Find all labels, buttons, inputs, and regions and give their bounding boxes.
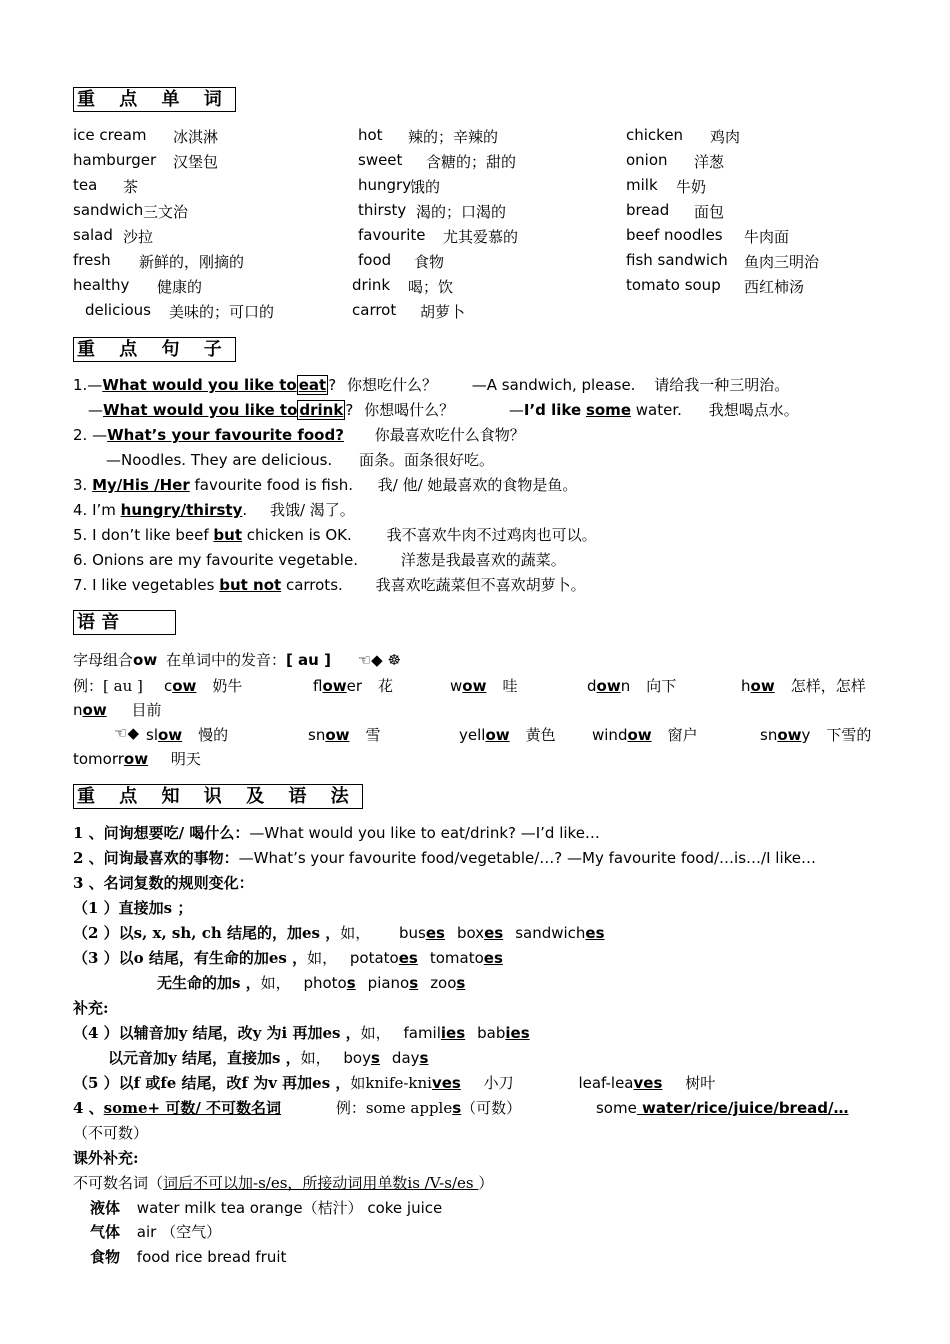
plural-ending: s [456,974,466,992]
grammar-some-uncountable: （不可数） [73,1124,149,1142]
plural-ending: es [484,924,504,942]
vocab-meaning: 牛肉面 [744,228,790,246]
plural-stem: potato [349,949,399,967]
sentence-2b: —Noodles. They are delicious. 面条。面条很好吃。 [106,451,494,469]
vocab-meaning: 尤其爱慕的 [443,228,519,246]
vocab-word: onion [626,151,668,169]
word-meaning: 怎样，怎样 [790,677,866,695]
plural-ending: s [346,974,356,992]
vocab-word: bread [626,201,670,219]
phonetic-example [459,724,556,745]
plural-ending: ies [505,1024,530,1042]
phonetic-example-label: 例：[ au ] [73,677,143,695]
vocab-meaning: 三文治 [143,203,189,221]
word-ow: ow [325,726,350,744]
plural-example [343,1049,380,1067]
grammar-some: 4 、some+ 可数/ 不可数名词 例：some apples（可数） some water/rice/juice/bread/… [73,1099,849,1117]
vocab-word: hot [358,126,383,144]
word-part: c [164,677,173,695]
word-meaning: 花 [378,677,394,695]
word-ow: ow [485,726,510,744]
plural-ending: es [483,949,503,967]
vocab-meaning: 胡萝卜 [420,303,466,321]
vocab-item [73,151,219,171]
plural-example [403,1024,465,1042]
grammar-3-3-inanimate: 无生命的加s ，如， photos pianos zoos [157,974,466,992]
word-ow: ow [462,677,487,695]
word-part: sn [760,726,778,744]
grammar-3-3: （3 ）以o 结尾，有生命的加es ，如， potatoes tomatoes [73,949,503,967]
vocab-item [352,301,466,321]
vocab-item [626,251,820,271]
grammar-3: 3 、名词复数的规则变化： [73,874,254,892]
phonetic-example [308,724,381,745]
vocab-word: fish sandwich [626,251,728,269]
vocab-item [358,251,445,271]
plural-ending: s [419,1049,429,1067]
word-part: sn [308,726,326,744]
vocab-word: ice cream [73,126,147,144]
vocab-meaning: 西红柿汤 [744,278,805,296]
vocab-meaning: 新鲜的，刚摘的 [139,253,245,271]
vocab-meaning: 牛奶 [676,178,707,196]
vocab-item [73,176,139,196]
grammar-1: 1 、问询想要吃/ 喝什么：—What would you like to eat/drink? —I’d like… [73,824,600,842]
vocab-word: sandwich [73,201,144,219]
grammar-3-2: （2 ）以s, x, sh, ch 结尾的，加es ，如， buses boxes sandwiches [73,924,605,942]
vocab-item [626,226,790,246]
sentence-3: 3. My/His /Her favourite food is fish. 我/ 他/ 她最喜欢的食物是鱼。 [73,476,578,494]
section-heading-sentences: 重 点 句 子 [73,337,236,362]
word-ow: ow [596,677,621,695]
word-part: n [620,677,631,695]
vocab-item [352,276,454,296]
vocab-item [73,251,245,271]
plural-ending: es [398,949,418,967]
vocab-item [358,176,441,196]
plural-stem: sandwich [515,924,586,942]
plural-ending: s [409,974,419,992]
vocab-meaning: 汉堡包 [173,153,219,171]
sentence-6: 6. Onions are my favourite vegetable. 洋葱是我最喜欢的蔬菜。 [73,551,566,569]
vocab-meaning: 喝；饮 [408,278,454,296]
sentence-1b: —What would you like to drink ? 你想喝什么？ —I’d like some water. 我想喝点水。 [88,401,799,419]
grammar-5: （5 ）以f 或fe 结尾，改f 为v 再加es ，如knife-knives 小刀 leaf-leaves 树叶 [73,1074,716,1092]
vocab-meaning: 鱼肉三明治 [744,253,820,271]
uncountable-gas: 气体 air （空气） [90,1223,222,1241]
grammar-3-1: （1 ）直接加s ； [73,899,193,917]
word-meaning: 雪 [365,726,381,744]
vocab-item [358,201,507,221]
phonetic-example [146,724,228,745]
vocab-item [73,201,189,221]
vocab-word: milk [626,176,658,194]
word-part: wind [592,726,628,744]
vocab-meaning: 饿的 [410,178,441,196]
word-meaning: 窗户 [667,726,698,744]
word-ow: ow [750,677,775,695]
vocab-meaning: 沙拉 [123,228,154,246]
word-part: h [741,677,751,695]
plural-stem: box [456,924,485,942]
plural-example [350,949,418,967]
vocab-word: beef noodles [626,226,723,244]
vocab-word: delicious [85,301,151,319]
vocab-meaning: 面包 [694,203,725,221]
plural-stem: bab [477,1024,506,1042]
vocab-meaning: 冰淇淋 [173,128,219,146]
plural-example [399,924,445,942]
phonetic-example [741,675,866,696]
word-ow: ow [157,726,183,744]
vocab-word: salad [73,226,113,244]
plural-stem: famil [403,1024,441,1042]
plural-example [515,924,604,942]
sentence-5: 5. I don’t like beef but chicken is OK. 我不喜欢牛肉不过鸡肉也可以。 [73,526,597,544]
word-part: er [346,677,363,695]
grammar-2: 2 、问询最喜欢的事物：—What’s your favourite food/vegetable/…? —My favourite food/…is…/I like… [73,849,817,867]
word-ow: ow [172,677,197,695]
section-heading-grammar: 重 点 知 识 及 语 法 [73,784,363,809]
plural-ending: es [425,924,445,942]
word-meaning: 哇 [502,677,518,695]
word-ow: ow [322,677,347,695]
sentence-2a: 2. —What’s your favourite food? 你最喜欢吃什么食物？ [73,426,525,444]
uncountable-liquid: 液体 water milk tea orange（桔汁） coke juice [90,1199,443,1217]
vocab-meaning: 健康的 [157,278,203,296]
vocab-item [626,176,707,196]
word-part: w [450,677,463,695]
phonetic-example [592,724,698,745]
plural-example [430,949,503,967]
vocab-item [358,126,499,146]
phonetics-intro: 字母组合ow 在单词中的发音：[ au ] ☜◆ ☸ [73,651,401,669]
word-meaning: 向下 [646,677,677,695]
section-heading-vocab: 重 点 单 词 [73,87,236,112]
vocab-word: chicken [626,126,684,144]
vocab-word: healthy [73,276,130,294]
vocab-item [626,151,725,171]
word-meaning: 黄色 [525,726,556,744]
vocab-item [73,126,219,146]
phonetic-example [587,675,676,696]
sentence-7: 7. I like vegetables but not carrots. 我喜欢吃蔬菜但不喜欢胡萝卜。 [73,576,586,594]
sentence-4: 4. I’m hungry/thirsty. 我饿/ 渴了。 [73,501,355,519]
vocab-item [626,276,805,296]
grammar-extra: 课外补充: [73,1149,139,1167]
vocab-meaning: 鸡肉 [710,128,741,146]
vocab-word: tea [73,176,98,194]
vocab-word: thirsty [358,201,407,219]
plural-stem: piano [367,974,410,992]
vocab-item [358,151,517,171]
word-part: y [801,726,811,744]
vocab-item [73,226,154,246]
pointing-hand-icon: ☜◆ ☸ [357,651,401,669]
plural-example [457,924,503,942]
plural-example [477,1024,530,1042]
vocab-meaning: 辣的；辛辣的 [408,128,499,146]
grammar-supplement: 补充: [73,999,109,1017]
plural-ending: ies [440,1024,466,1042]
sentence-1a: 1.—What would you like to eat ? 你想吃什么？ —A sandwich, please. 请给我一种三明治。 [73,376,790,394]
plural-stem: day [391,1049,420,1067]
plural-example [368,974,419,992]
plural-example [392,1049,429,1067]
vocab-word: sweet [358,151,403,169]
plural-ending: es [585,924,605,942]
plural-ending: s [370,1049,380,1067]
grammar-uncountable: 不可数名词（词后不可以加-s/es，所接动词用单数is /V-s/es ） [73,1174,494,1192]
grammar-4: （4 ）以辅音加y 结尾，改y 为i 再加es ，如， families babies [73,1024,530,1042]
word-meaning: 下雪的 [826,726,872,744]
vocab-word: drink [352,276,391,294]
vocab-item [85,301,275,321]
phonetic-example [450,675,517,696]
plural-stem: zoo [430,974,457,992]
vocab-word: carrot [352,301,397,319]
vocab-word: food [358,251,392,269]
word-part: d [587,677,597,695]
phonetic-example [760,724,871,745]
vocab-meaning: 洋葱 [694,153,725,171]
grammar-4-vowel: 以元音加y 结尾，直接加s ，如， boys days [108,1049,429,1067]
phonetic-example [313,675,393,696]
word-ow: ow [627,726,652,744]
plural-stem: photo [303,974,347,992]
phonetics-tomorrow: tomorrow 明天 [73,750,201,768]
word-meaning: 慢的 [198,726,229,744]
pointing-hand-icon: ☜◆ [114,724,139,742]
uncountable-food: 食物 food rice bread fruit [90,1248,287,1266]
plural-stem: bus [399,924,426,942]
vocab-word: hungry [358,176,412,194]
plural-stem: boy [343,1049,371,1067]
plural-stem: tomato [429,949,484,967]
vocab-meaning: 食物 [414,253,445,271]
vocab-meaning: 渴的；口渴的 [416,203,507,221]
vocab-meaning: 美味的；可口的 [169,303,275,321]
section-heading-phonetics: 语 音 [73,610,176,635]
vocab-meaning: 含糖的；甜的 [426,153,517,171]
vocab-item [626,201,725,221]
vocab-item [73,276,203,296]
vocab-item [358,226,519,246]
word-ow: ow [777,726,802,744]
vocab-meaning: 茶 [123,178,139,196]
phonetic-example [164,675,242,696]
vocab-item [626,126,741,146]
plural-example [303,974,355,992]
vocab-word: hamburger [73,151,157,169]
word-part: sl [146,726,158,744]
vocab-word: fresh [73,251,111,269]
phonetics-now: now 目前 [73,701,162,719]
vocab-word: tomato soup [626,276,721,294]
plural-example [430,974,465,992]
vocab-word: favourite [358,226,426,244]
word-part: fl [313,677,323,695]
word-part: yell [459,726,486,744]
word-meaning: 奶牛 [212,677,243,695]
